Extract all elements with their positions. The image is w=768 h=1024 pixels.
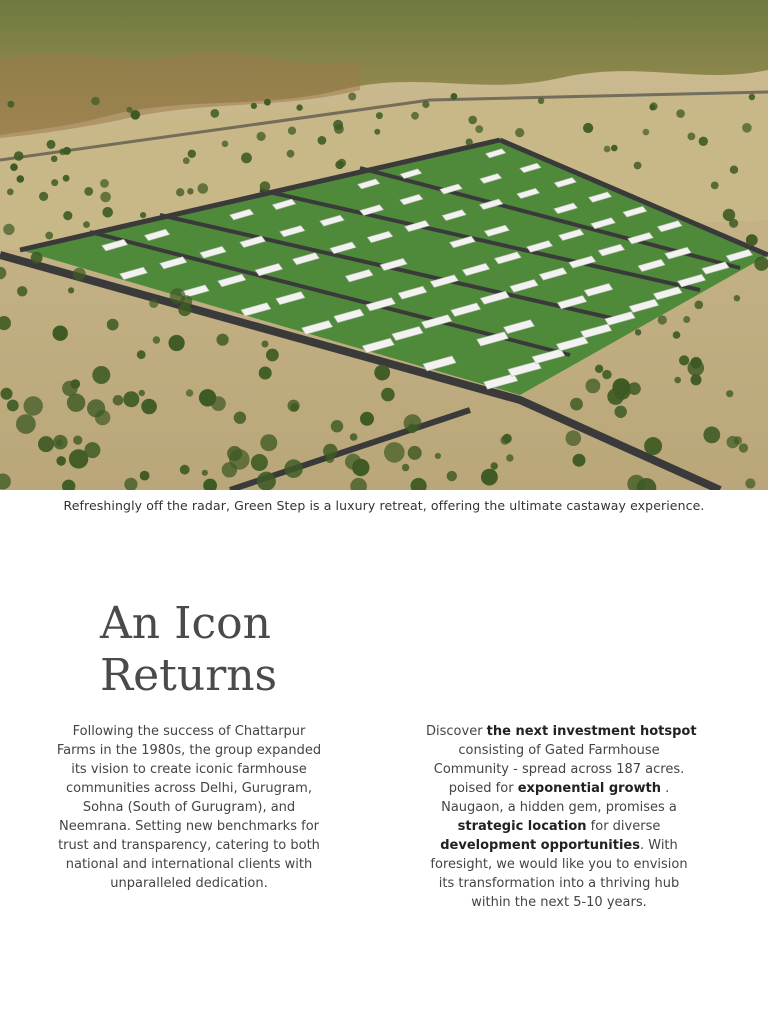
tree [7, 101, 14, 108]
tree [53, 326, 68, 341]
tree [695, 301, 704, 310]
tree [198, 183, 209, 194]
investment-line [426, 779, 692, 798]
tree [615, 406, 627, 418]
tree [260, 434, 277, 451]
tree [187, 188, 193, 194]
tree [10, 163, 18, 171]
tree [411, 112, 419, 120]
tree [407, 424, 417, 434]
tree [137, 350, 146, 359]
tree [14, 151, 24, 161]
tree [688, 133, 696, 141]
tree [217, 334, 229, 346]
tree [296, 104, 302, 110]
tree [447, 471, 457, 481]
tree [573, 454, 586, 467]
tree [73, 436, 82, 445]
text-run: . With [639, 838, 678, 853]
tree [241, 153, 252, 164]
tree [180, 465, 190, 475]
tree [451, 93, 458, 100]
tree [703, 427, 720, 444]
tree [742, 123, 752, 133]
tree [746, 234, 758, 246]
section-heading [100, 598, 360, 702]
tree [491, 462, 498, 469]
tree [422, 101, 429, 108]
investment-line [426, 836, 692, 855]
tree [643, 129, 650, 136]
tree [679, 355, 689, 365]
highlight-growth: exponential growth [517, 781, 662, 796]
tree [63, 175, 70, 182]
tree [69, 449, 88, 468]
tree [688, 360, 705, 377]
tree [649, 104, 655, 110]
tree [210, 109, 219, 118]
tree [345, 454, 361, 470]
tree [481, 469, 498, 486]
tree [466, 139, 473, 146]
tree [149, 299, 158, 308]
tree [59, 148, 66, 155]
tree [288, 400, 300, 412]
tree [229, 449, 250, 470]
history-line: trust and transparency, catering to both [58, 838, 320, 853]
tree [222, 141, 229, 148]
tree [674, 377, 681, 384]
highlight-location: strategic location [457, 819, 587, 834]
tree [202, 470, 208, 476]
history-paragraph [56, 722, 322, 893]
tree [602, 370, 611, 379]
tree [374, 129, 380, 135]
tree [376, 112, 383, 119]
tree [745, 478, 755, 488]
history-line: communities across Delhi, Gurugram, [66, 781, 312, 796]
tree [288, 127, 296, 135]
tree [348, 93, 356, 101]
tree [287, 150, 295, 158]
tree [73, 268, 86, 281]
history-line: Farms in the 1980s, the group expanded [56, 743, 322, 758]
tree [612, 378, 630, 396]
tree [39, 192, 48, 201]
tree [374, 365, 390, 381]
text-run: Discover [426, 724, 487, 739]
tree [51, 156, 58, 163]
tree [188, 150, 196, 158]
tree [1, 388, 13, 400]
tree [515, 128, 524, 137]
tree [284, 459, 303, 478]
tree [38, 436, 54, 452]
tree [17, 175, 25, 183]
history-line: national and international clients with [65, 857, 313, 872]
tree [586, 379, 601, 394]
tree [16, 414, 36, 434]
history-line: Following the success of Chattarpur [72, 724, 306, 739]
tree [95, 410, 110, 425]
investment-line: within the next 5-10 years. [471, 895, 647, 910]
tree [676, 109, 685, 118]
tree [262, 341, 269, 348]
tree [47, 140, 56, 149]
tree [644, 437, 662, 455]
tree [570, 398, 583, 411]
tree [360, 412, 374, 426]
investment-line [426, 817, 692, 836]
tree [350, 433, 358, 441]
tree [634, 162, 642, 170]
tree [140, 212, 146, 218]
tree [260, 181, 271, 192]
investment-line: Naugaon, a hidden gem, promises a [441, 800, 677, 815]
tree [62, 381, 78, 397]
hero-caption: Refreshingly off the radar, Green Step is a luxury retreat, offering the ultimate castaway experience. [63, 498, 705, 513]
investment-line: consisting of Gated Farmhouse [458, 743, 660, 758]
highlight-hotspot: the next investment hotspot [486, 724, 697, 739]
tree [3, 224, 14, 235]
tree [566, 430, 582, 446]
tree [739, 443, 748, 452]
history-line: Neemrana. Setting new benchmarks for [58, 819, 319, 834]
tree [251, 454, 268, 471]
history-line: unparalleled dedication. [110, 876, 268, 891]
tree [506, 454, 513, 461]
tree [100, 192, 111, 203]
tree [381, 388, 395, 402]
tree [264, 99, 271, 106]
tree [435, 453, 441, 459]
heading-line-2: Returns [100, 650, 278, 701]
tree [266, 349, 279, 362]
tree [259, 367, 272, 380]
tree [402, 464, 409, 471]
tree [234, 412, 246, 424]
tree [331, 420, 343, 432]
tree [730, 166, 738, 174]
investment-paragraph [426, 722, 697, 912]
investment-line [426, 722, 697, 741]
tree [63, 211, 72, 220]
tree [611, 145, 618, 152]
tree [45, 232, 53, 240]
tree [91, 97, 100, 106]
tree [100, 179, 109, 188]
tree [92, 366, 110, 384]
tree [178, 303, 191, 316]
investment-line: its transformation into a thriving hub [438, 876, 680, 891]
tree [726, 390, 733, 397]
text-run: for diverse [586, 819, 661, 834]
investment-line: foresight, we would like you to envision [430, 857, 688, 872]
highlight-opportunities: development opportunities [440, 838, 640, 853]
tree [635, 329, 641, 335]
tree [51, 179, 58, 186]
tree [723, 209, 735, 221]
tree [257, 132, 266, 141]
tree [107, 319, 119, 331]
tree [658, 315, 667, 324]
tree [691, 374, 702, 385]
heading-line-1: An Icon [100, 598, 271, 649]
tree [251, 103, 257, 109]
tree [139, 390, 145, 396]
tree [727, 436, 739, 448]
tree [17, 286, 27, 296]
tree [384, 442, 405, 463]
text-run: poised for [448, 781, 518, 796]
tree [83, 221, 90, 228]
tree [31, 252, 43, 264]
text-run: . [661, 781, 670, 796]
history-line: Sohna (South of Gurugram), and [82, 800, 296, 815]
tree [500, 436, 509, 445]
tree [126, 107, 132, 113]
tree [335, 161, 344, 170]
tree [123, 391, 139, 407]
aerial-render-illustration [0, 0, 768, 490]
tree [318, 136, 327, 145]
tree [7, 400, 19, 412]
tree [56, 456, 66, 466]
tree [583, 123, 593, 133]
tree [711, 182, 719, 190]
tree [683, 316, 690, 323]
tree [734, 295, 740, 301]
tree [169, 335, 185, 351]
tree [595, 365, 603, 373]
tree [7, 189, 14, 196]
tree [141, 399, 157, 415]
tree [468, 116, 477, 125]
tree [199, 389, 216, 406]
tree [538, 98, 544, 104]
tree [604, 146, 611, 153]
tree [84, 187, 93, 196]
tree [68, 287, 74, 293]
history-line: its vision to create iconic farmhouse [71, 762, 307, 777]
tree [102, 207, 113, 218]
tree [24, 396, 43, 415]
tree [334, 124, 344, 134]
tree [67, 394, 85, 412]
tree [113, 395, 124, 406]
tree [257, 472, 276, 490]
investment-line: Community - spread across 187 acres. [433, 762, 685, 777]
tree [183, 157, 190, 164]
tree [170, 288, 186, 304]
tree [749, 94, 755, 100]
tree [673, 331, 681, 339]
tree [408, 446, 422, 460]
tree [140, 471, 150, 481]
hero-aerial-image [0, 0, 768, 490]
tree [326, 454, 335, 463]
tree [475, 125, 483, 133]
tree [176, 188, 184, 196]
tree [56, 439, 63, 446]
tree [153, 336, 160, 343]
tree [699, 137, 708, 146]
tree [186, 389, 193, 396]
